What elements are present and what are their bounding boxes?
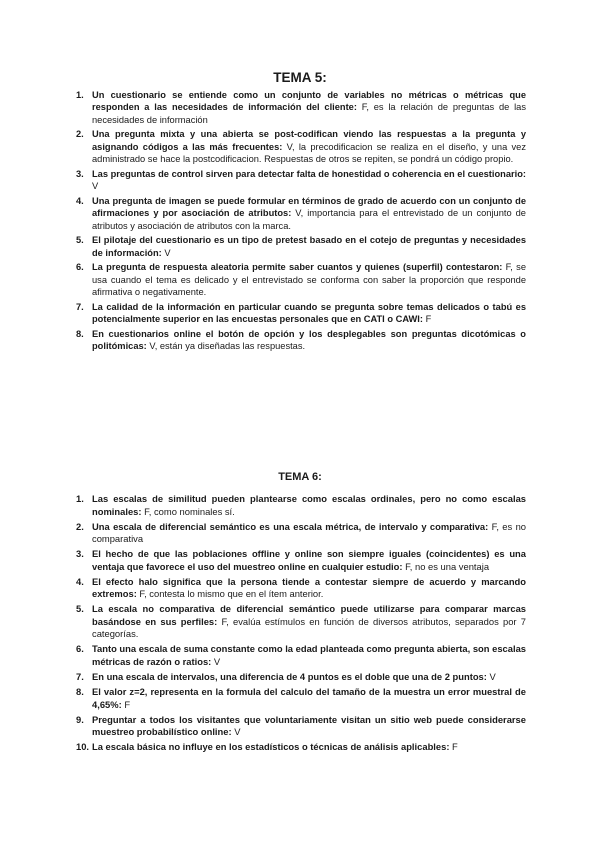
question-number: 7.: [76, 301, 84, 312]
tema5-question-item: [76, 195, 526, 232]
question-statement: La escala básica no influye en los estadísticos o técnicas de análisis aplicables:: [92, 741, 450, 753]
question-answer: F, contesta lo mismo que en el ítem anterior.: [136, 588, 324, 600]
tema6-question-item: [76, 576, 526, 601]
tema6-question-item: [76, 521, 526, 546]
question-statement: La escala no comparativa de diferencial semántico puede utilizarse para comparar marcas basándose en sus perfiles:: [92, 603, 526, 627]
question-answer: F, se usa cuando el tema es delicado y el entrevistado se conforma con saber la proporción que responde afirmativa o negativamente.: [92, 262, 526, 298]
tema6-title: TEMA 6:: [278, 471, 322, 483]
question-statement: La pregunta de respuesta aleatoria permite saber cuantos y quienes (superfil) contestaron:: [92, 262, 503, 273]
question-number: 8.: [76, 686, 84, 698]
question-answer: V, la precodificacion se realiza en el diseño, y una vez administrado se hace la postcodificacion. Respuestas de otros se repiten, se pondrá un código propio.: [92, 141, 526, 165]
question-answer: V: [211, 655, 221, 667]
question-number: 2.: [76, 520, 84, 532]
question-statement: En cuestionarios online el botón de opción y los desplegables son preguntas dicotómicas o politómicas:: [92, 328, 526, 352]
tema6-question-item: [76, 493, 526, 518]
question-number: 6.: [76, 643, 84, 655]
tema6-question-item: [76, 714, 526, 739]
tema5-question-item: [76, 301, 526, 326]
tema5-title: TEMA 5:: [273, 70, 327, 85]
question-number: 3.: [76, 548, 84, 560]
tema6-question-item: [76, 741, 526, 754]
tema6-question-list: [76, 493, 526, 756]
tema5-question-item: [76, 234, 526, 259]
question-statement: El hecho de que las poblaciones offline y online son siempre iguales (coincidentes) es una ventaja que favorece el uso del muestreo online en cualquier estudio:: [92, 548, 526, 572]
question-number: 2.: [76, 129, 84, 140]
question-answer: V, están ya diseñadas las respuestas.: [146, 341, 306, 352]
question-statement: Una pregunta de imagen se puede formular en términos de grado de acuerdo con un conjunto de afirmaciones y por asociación de atributos:: [92, 195, 526, 219]
question-number: 7.: [76, 671, 84, 683]
question-number: 8.: [76, 328, 84, 339]
question-answer: V: [486, 671, 496, 683]
question-number: 1.: [76, 90, 84, 100]
question-answer: V, importancia para el entrevistado de un conjunto de atributos y asociación de atributos con la marca.: [92, 208, 526, 231]
tema6-question-item: [76, 686, 526, 711]
question-number: 5.: [76, 235, 84, 246]
question-answer: F, no es una ventaja: [402, 560, 490, 572]
question-statement: La calidad de la información en particular cuando se pregunta sobre temas delicados o tabú es potencialmente superior en las encuestas personales que en CATI o CAWI:: [92, 301, 526, 325]
question-number: 4.: [76, 195, 84, 206]
question-answer: F: [121, 698, 131, 710]
question-statement: Una escala de diferencial semántico es una escala métrica, de intervalo y comparativa:: [92, 520, 489, 532]
question-number: 4.: [76, 575, 84, 587]
question-answer: F, es no comparativa: [92, 520, 526, 545]
question-statement: Las preguntas de control sirven para detectar falta de honestidad o coherencia en el cuestionario:: [92, 168, 526, 179]
question-answer: F: [449, 741, 458, 753]
question-statement: Una pregunta mixta y una abierta se post-codifican viendo las respuestas a la pregunta y asignando códigos a las más frecuentes:: [92, 129, 526, 152]
tema6-question-item: [76, 548, 526, 573]
question-statement: El valor z=2, representa en la formula del calculo del tamaño de la muestra un error muestral de 4,65%:: [92, 686, 526, 710]
question-answer: F, es la relación de preguntas de las necesidades de información: [92, 102, 526, 125]
tema5-question-item: [76, 89, 526, 126]
tema6-question-item: [76, 671, 526, 684]
tema6-question-item: [76, 603, 526, 641]
question-number: 1.: [76, 493, 84, 504]
question-number: 10.: [76, 741, 90, 753]
question-statement: Tanto una escala de suma constante como la edad planteada como pregunta abierta, son escalas métricas de razón o ratios:: [92, 643, 526, 667]
question-number: 5.: [76, 603, 84, 615]
question-answer: V: [92, 181, 99, 192]
tema5-question-item: [76, 261, 526, 298]
tema5-question-item: [76, 168, 526, 193]
question-answer: F: [422, 314, 432, 325]
question-answer: V: [161, 247, 171, 258]
question-statement: Preguntar a todos los visitantes que voluntariamente visitan un sitio web puede considerarse muestreo probabilístico online:: [92, 713, 526, 738]
question-number: 3.: [76, 168, 84, 179]
question-answer: V: [231, 726, 241, 738]
question-number: 6.: [76, 262, 84, 273]
question-statement: Un cuestionario se entiende como un conjunto de variables no métricas o métricas que responden a las necesidades de información del cliente:: [92, 90, 526, 113]
question-number: 9.: [76, 713, 84, 725]
question-statement: El efecto halo significa que la persona tiende a contestar siempre de acuerdo y marcando extremos:: [92, 575, 526, 600]
tema5-question-item: [76, 128, 526, 165]
question-statement: El pilotaje del cuestionario es un tipo de pretest basado en el cotejo de preguntas y necesidades de información:: [92, 235, 526, 258]
tema5-question-item: [76, 328, 526, 353]
tema6-question-item: [76, 643, 526, 668]
tema5-question-list: [76, 89, 526, 355]
question-statement: Las escalas de similitud pueden plantearse como escalas ordinales, pero no como escalas nominales:: [92, 493, 526, 517]
question-answer: F, como nominales sí.: [141, 505, 235, 517]
question-statement: En una escala de intervalos, una diferencia de 4 puntos es el doble que una de 2 puntos:: [92, 671, 487, 683]
question-answer: F, evalúa estímulos en función de diversos atributos, separados por 7 categorías.: [92, 615, 527, 640]
